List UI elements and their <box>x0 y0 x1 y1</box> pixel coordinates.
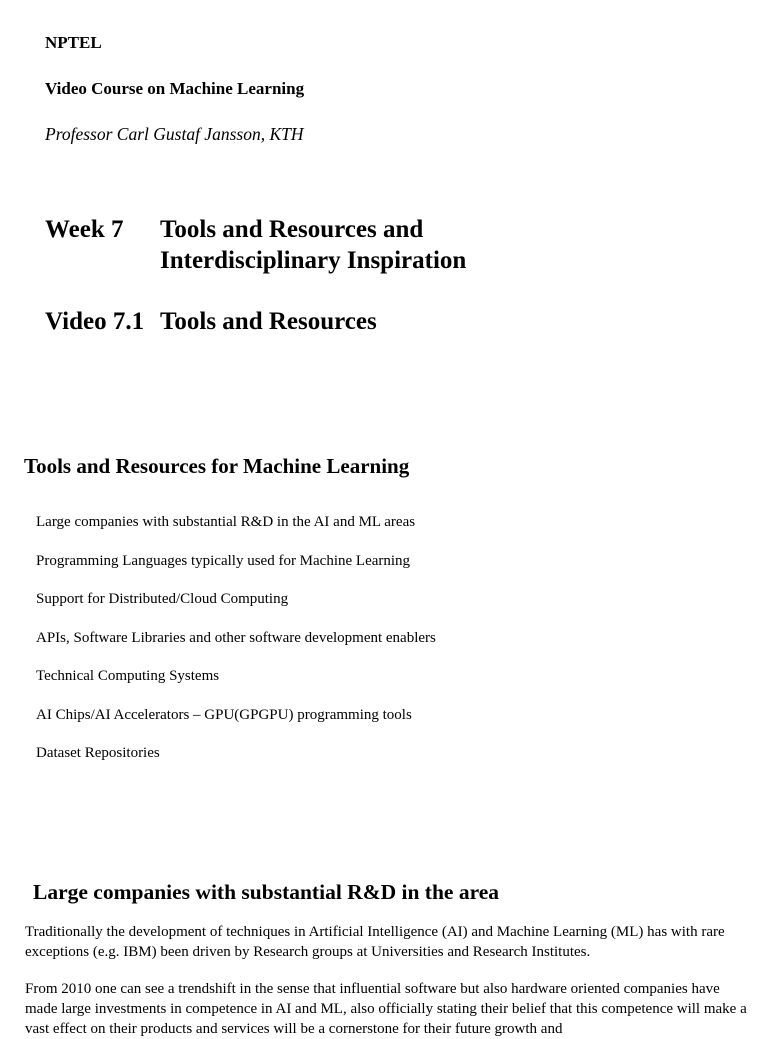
professor-name: Professor Carl Gustaf Jansson, KTH <box>45 124 304 144</box>
course-title: Video Course on Machine Learning <box>45 79 305 98</box>
video-label: Video 7.1 <box>45 308 145 335</box>
list-item: Dataset Repositories <box>36 745 160 761</box>
week-title-line2: Interdisciplinary Inspiration <box>160 247 467 274</box>
paragraph-trendshift: From 2010 one can see a trendshift in the sense that influential software but also hardware oriented companies have made large investments in competence in AI and ML, also officially stating their belief that this competence will make a vast effect on their products and services will be a cornerstone for their future growth and <box>25 981 747 1037</box>
section-title: Tools and Resources for Machine Learning <box>24 454 410 478</box>
topic-list <box>36 514 436 784</box>
list-item: AI Chips/AI Accelerators – GPU(GPGPU) programming tools <box>36 706 412 723</box>
list-item: Programming Languages typically used for Machine Learning <box>36 552 411 569</box>
subsection-title: Large companies with substantial R&D in the area <box>33 880 500 904</box>
week-title-line1: Tools and Resources and <box>160 216 424 243</box>
org-name: NPTEL <box>45 33 102 52</box>
video-title: Tools and Resources <box>160 308 377 335</box>
week-label: Week 7 <box>45 216 124 243</box>
list-item: Large companies with substantial R&D in the AI and ML areas <box>36 514 416 530</box>
list-item: Support for Distributed/Cloud Computing <box>36 591 289 607</box>
list-item: Technical Computing Systems <box>36 668 220 684</box>
paragraph-intro: Traditionally the development of techniques in Artificial Intelligence (AI) and Machine Learning (ML) has with rare exceptions (e.g. IBM) been driven by Research groups at Universities and Research Institutes. <box>25 924 725 960</box>
list-item: APIs, Software Libraries and other software development enablers <box>36 629 436 646</box>
